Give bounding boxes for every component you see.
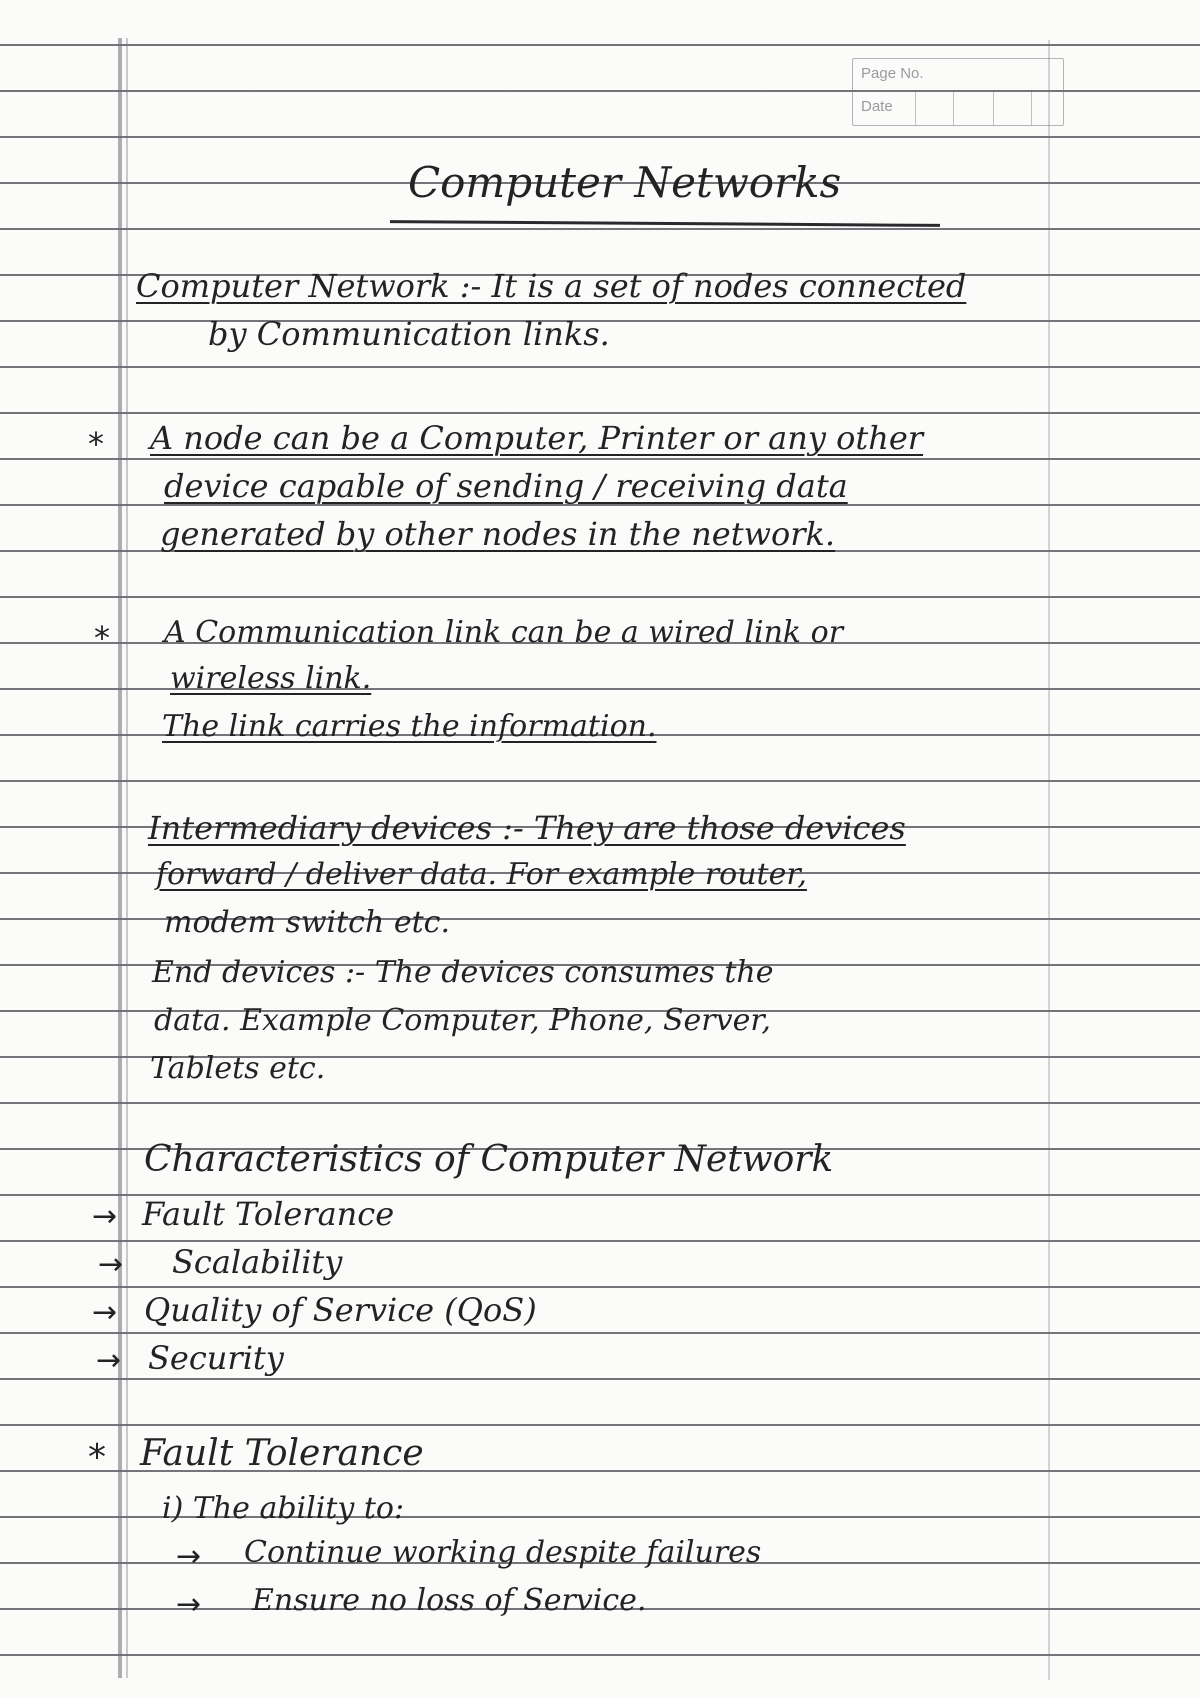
- definition-line-2: by Communication links.: [208, 315, 610, 353]
- link-note-line-1: A Communication link can be a wired link or: [164, 615, 844, 650]
- link-note-line-2: wireless link.: [170, 661, 372, 696]
- date-cell-divider: [1031, 92, 1032, 125]
- node-note-line-3: generated by other nodes in the network.: [160, 515, 836, 553]
- intermediary-line-3: modem switch etc.: [164, 905, 450, 940]
- arrow-icon: →: [176, 1539, 202, 1574]
- fault-tolerance-sub-1: Continue working despite failures: [244, 1535, 762, 1570]
- characteristic-item: Fault Tolerance: [142, 1195, 395, 1233]
- fault-tolerance-sub-2: Ensure no loss of Service.: [252, 1583, 647, 1618]
- margin-line: [118, 38, 122, 1678]
- arrow-icon: →: [92, 1199, 118, 1234]
- end-devices-line-1: End devices :- The devices consumes the: [152, 955, 774, 990]
- fault-tolerance-point: i) The ability to:: [162, 1491, 405, 1526]
- page-no-label: Page No.: [861, 65, 924, 82]
- title-underline: [390, 220, 940, 227]
- page-no-row: [853, 59, 1063, 92]
- margin-line-inner: [126, 38, 128, 1678]
- arrow-icon: →: [98, 1247, 124, 1282]
- intermediary-line-1: Intermediary devices :- They are those devices: [148, 809, 906, 847]
- date-cell-divider: [915, 92, 916, 125]
- date-cell-divider: [993, 92, 994, 125]
- end-devices-line-2: data. Example Computer, Phone, Server,: [154, 1003, 771, 1038]
- arrow-icon: →: [96, 1343, 122, 1378]
- page-number-date-box: [852, 58, 1064, 126]
- date-row: [853, 92, 1063, 125]
- definition-line-1: Computer Network :- It is a set of nodes connected: [136, 267, 967, 305]
- bullet-star: *: [94, 619, 110, 657]
- characteristic-item: Scalability: [172, 1243, 343, 1281]
- intermediary-line-2: forward / deliver data. For example router,: [156, 857, 807, 892]
- right-margin-line: [1048, 40, 1050, 1680]
- date-label: Date: [861, 98, 893, 115]
- characteristic-item: Security: [148, 1339, 284, 1377]
- node-note-line-2: device capable of sending / receiving data: [164, 467, 848, 505]
- link-note-line-3: The link carries the information.: [162, 709, 657, 744]
- bullet-star: *: [88, 425, 104, 463]
- node-note-line-1: A node can be a Computer, Printer or any other: [150, 419, 924, 457]
- date-cell-divider: [953, 92, 954, 125]
- arrow-icon: →: [92, 1295, 118, 1330]
- characteristic-item: Quality of Service (QoS): [144, 1291, 537, 1329]
- characteristics-heading: Characteristics of Computer Network: [144, 1139, 834, 1180]
- arrow-icon: →: [176, 1587, 202, 1622]
- fault-tolerance-heading: Fault Tolerance: [140, 1433, 424, 1474]
- page-title: Computer Networks: [408, 158, 842, 207]
- bullet-star: *: [88, 1437, 106, 1478]
- end-devices-line-3: Tablets etc.: [150, 1051, 326, 1086]
